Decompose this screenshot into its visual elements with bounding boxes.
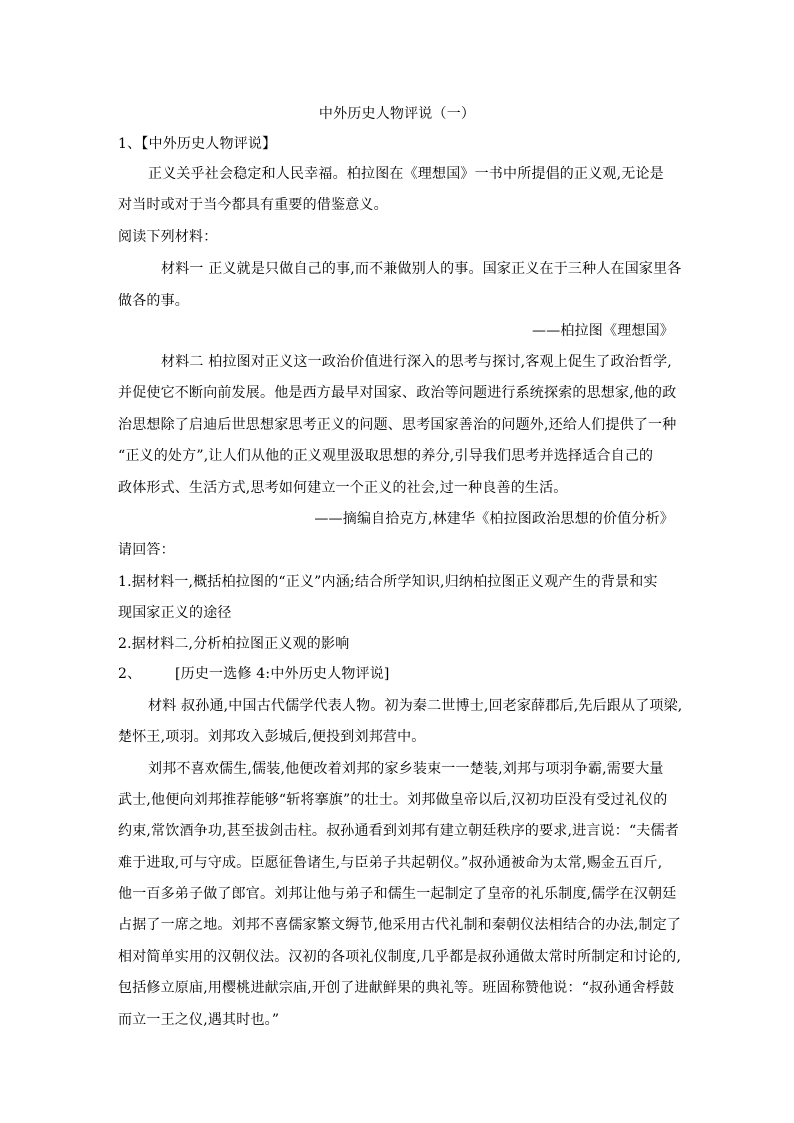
material2-line: 材料二 柏拉图对正义这一政治价值进行深入的思考与探讨,客观上促生了政治哲学,	[161, 354, 672, 370]
q2-paragraph2-line: 相对简单实用的汉朝仪法。汉初的各项礼仪制度,几乎都是叔孙通做太常时所制定和讨论的,	[118, 949, 682, 965]
q2-paragraph2-line: 包括修立原庙,用樱桃进献宗庙,开创了进献鲜果的典礼等。班固称赞他说：“叔孙通舍桴鼓	[118, 980, 675, 996]
material2-source: ——摘编自拾克方,林建华《柏拉图政治思想的价值分析》	[314, 511, 674, 527]
q1-read-prompt: 阅读下列材料：	[118, 229, 218, 245]
answer-prompt: 请回答：	[118, 542, 175, 558]
q2-number: 2、	[118, 666, 142, 682]
document-title: 中外历史人物评说（一）	[318, 106, 476, 122]
q2-paragraph2-line: 而立一王之仪,遇其时也。”	[118, 1012, 280, 1028]
q2-heading: [历史一选修 4:中外历史人物评说]	[175, 666, 390, 682]
q2-paragraph1-line: 楚怀王,项羽。刘邦攻入彭城后,便投到刘邦营中。	[118, 729, 426, 745]
material2-line: 并促使它不断向前发展。他是西方最早对国家、政治等问题进行系统探索的思想家,他的政	[118, 385, 677, 401]
question-line: 2.据材料二,分析柏拉图正义观的影响	[118, 636, 350, 652]
q1-intro-line: 对当时或对于当今都具有重要的借鉴意义。	[118, 197, 388, 213]
material2-line: “正义的处方”,让人们从他的正义观里汲取思想的养分,引导我们思考并选择适合自己的	[118, 448, 654, 464]
q2-paragraph1-line: 材料 叔孙通,中国古代儒学代表人物。初为秦二世博士,回老家薛郡后,先后跟从了项梁,	[148, 698, 683, 714]
question-line: 1.据材料一,概括柏拉图的“正义”内涵;结合所学知识,归纳柏拉图正义观产生的背景和实	[118, 574, 658, 590]
material2-line: 政体形式、生活方式,思考如何建立一个正义的社会,过一种良善的生活。	[118, 480, 568, 496]
material2-line: 治思想除了启迪后世思想家思考正义的问题、思考国家善治的问题外,还给人们提供了一种	[118, 417, 677, 433]
question-line: 现国家正义的途径	[118, 605, 232, 621]
q2-paragraph2-line: 约束,常饮酒争功,甚至拔剑击柱。叔孙通看到刘邦有建立朝廷秩序的要求,进言说：“夫儒者	[118, 823, 679, 839]
material1-line: 材料一 正义就是只做自己的事,而不兼做别人的事。国家正义在于三种人在国家里各	[161, 261, 682, 277]
q1-heading: 1、【中外历史人物评说】	[118, 136, 277, 152]
q2-paragraph2-line: 占据了一席之地。刘邦不喜儒家繁文缛节,他采用古代礼制和秦朝仪法相结合的办法,制定了	[118, 917, 682, 933]
q2-paragraph2-line: 刘邦不喜欢儒生,儒装,他便改着刘邦的家乡装束一一楚装,刘邦与项羽争霸,需要大量	[148, 761, 664, 777]
material1-line: 做各的事。	[118, 293, 189, 309]
q1-intro-line: 正义关乎社会稳定和人民幸福。柏拉图在《理想国》一书中所提倡的正义观,无论是	[148, 166, 664, 182]
q2-paragraph2-line: 他一百多弟子做了郎官。刘邦让他与弟子和儒生一起制定了皇帝的礼乐制度,儒学在汉朝廷	[118, 886, 677, 902]
q2-paragraph2-line: 难于进取,可与守成。臣愿征鲁诸生,与臣弟子共起朝仪。”叔孙通被命为太常,赐金五百斤,	[118, 855, 663, 871]
q2-paragraph2-line: 武士,他便向刘邦推荐能够“斩将搴旗”的壮士。刘邦做皇帝以后,汉初功臣没有受过礼仪的	[118, 792, 668, 808]
material1-source: ——柏拉图《理想国》	[532, 323, 674, 339]
